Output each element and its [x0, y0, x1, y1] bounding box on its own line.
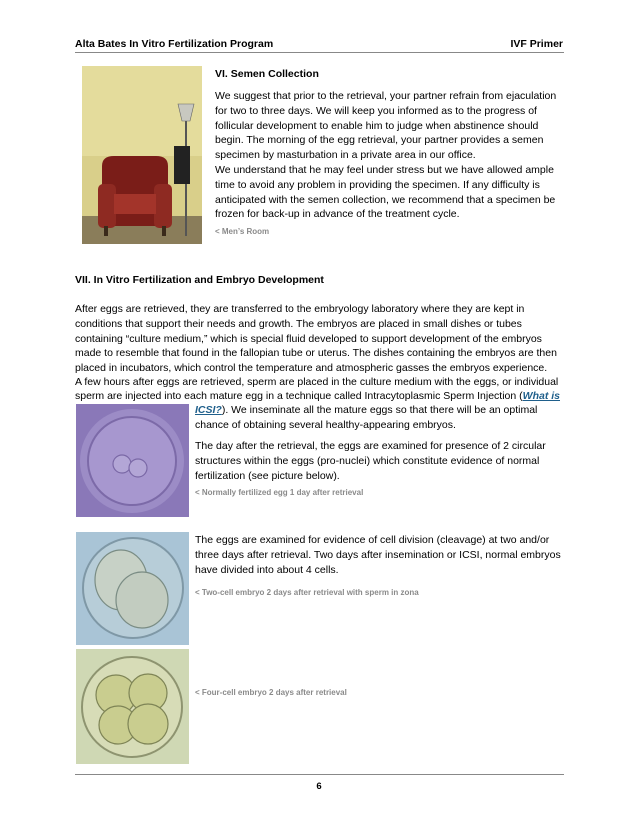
- header-rule: [75, 52, 564, 53]
- two-cell-embryo-caption: < Two-cell embryo 2 days after retrieval with sperm in zona: [195, 588, 419, 597]
- mens-room-caption: < Men’s Room: [215, 227, 270, 236]
- fertilized-egg-photo: [76, 404, 189, 517]
- section-7-heading: VII. In Vitro Fertilization and Embryo Development: [75, 274, 324, 286]
- four-cell-embryo-caption: < Four-cell embryo 2 days after retrieval: [195, 688, 347, 697]
- section-7-para-1: After eggs are retrieved, they are transferred to the embryology laboratory where they are kept in conditions that support their needs and growth. The embryos are placed in small dishes or tubes containing “culture medium,” which is special fluid developed to support development of the embryos made to resemble that found in the fallopian tube or uterus. The dishes containing the embryos are then placed in incubators, which control the temperature and atmospheric gasses the embryos experience.: [75, 303, 557, 375]
- page-header: [75, 38, 563, 50]
- mens-room-photo: [82, 66, 202, 244]
- para-2-rest-text: ). We inseminate all the mature eggs so that there will be an optimal chance of obtaining several healthy-appearing embryos.: [195, 404, 538, 431]
- section-7-para-3: The day after the retrieval, the eggs are examined for presence of 2 circular structures within the eggs (pro-nuclei) which constitute evidence of normal fertilization (see picture below).: [195, 440, 546, 482]
- section-7-para-2-rest: [195, 403, 565, 433]
- fertilized-egg-caption: < Normally fertilized egg 1 day after retrieval: [195, 488, 364, 497]
- section-7-para-2-line-1: A few hours after eggs are retrieved, sperm are placed in the culture medium with the eggs, or individual: [75, 376, 559, 388]
- what-is-icsi-link-part-2[interactable]: ICSI?: [195, 404, 222, 416]
- footer-rule: [75, 774, 564, 775]
- two-cell-embryo-photo: [76, 532, 189, 645]
- what-is-icsi-link-part-1[interactable]: What is: [522, 390, 560, 402]
- header-left: Alta Bates In Vitro Fertilization Program: [75, 38, 274, 50]
- section-7-para-2-line-2: [75, 389, 560, 404]
- four-cell-embryo-photo: [76, 649, 189, 764]
- para-2-line-2-text: sperm are injected into each mature egg in a technique called Intracytoplasmic Sperm Injection (: [75, 390, 523, 402]
- page-number: 6: [316, 781, 322, 792]
- section-6-heading: VI. Semen Collection: [215, 68, 319, 80]
- section-6-para-2: We understand that he may feel under stress but we have allowed ample time to avoid any problem in providing the specimen. If any difficulty is anticipated with the semen collection, we recommend that a specimen be frozen for back-up in advance of the treatment cycle.: [215, 164, 556, 221]
- header-right: IVF Primer: [510, 38, 563, 50]
- section-7-para-4: The eggs are examined for evidence of cell division (cleavage) at two and/or three days after retrieval. Two days after insemination or ICSI, normal embryos have divided into about 4 cells.: [195, 534, 561, 576]
- section-6-para-1: We suggest that prior to the retrieval, your partner refrain from ejaculation for two to three days. We will keep you informed as to the progress of follicular development to enable him to judge when abstinence should begin. The morning of the egg retrieval, your partner provides a semen specimen by masturbation in a private area in our office.: [215, 90, 557, 162]
